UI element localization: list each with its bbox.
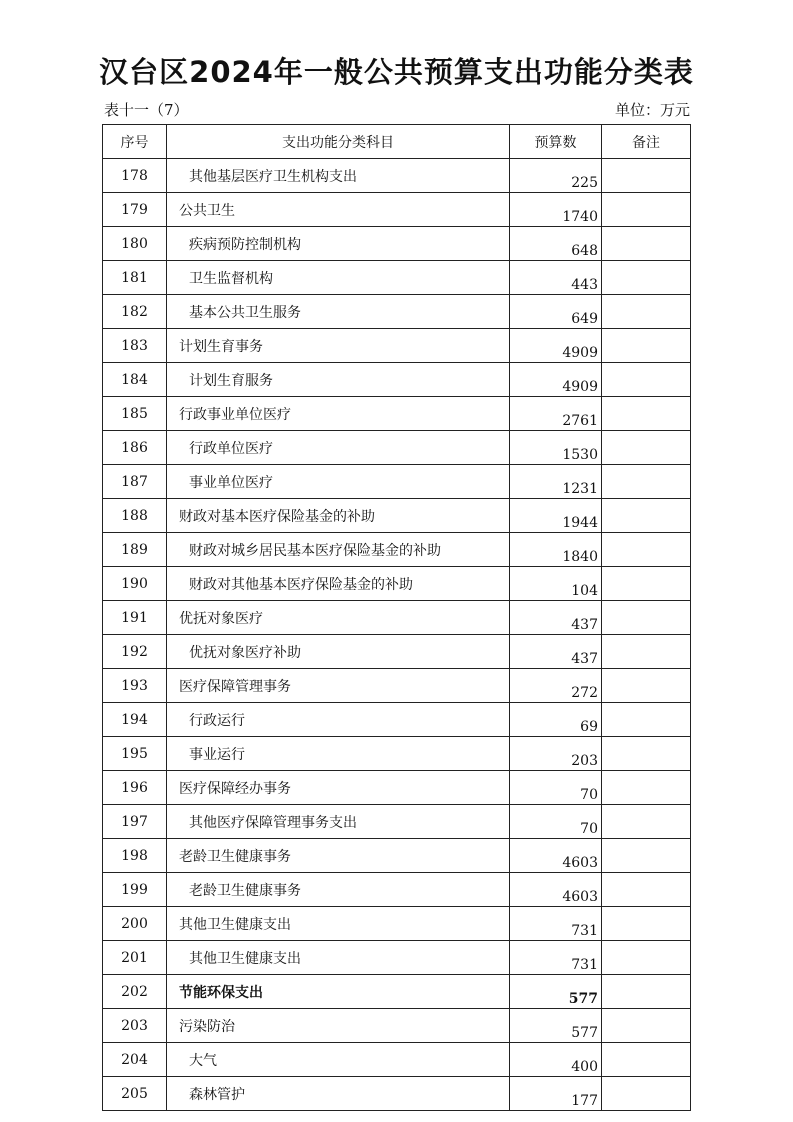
row-serial: 193 xyxy=(103,669,167,703)
row-serial: 187 xyxy=(103,465,167,499)
row-amount: 203 xyxy=(510,737,602,771)
row-serial: 195 xyxy=(103,737,167,771)
row-note xyxy=(602,805,691,839)
row-category: 其他基层医疗卫生机构支出 xyxy=(167,159,510,193)
row-serial: 204 xyxy=(103,1043,167,1077)
table-row xyxy=(103,261,691,295)
table-row xyxy=(103,737,691,771)
header-category: 支出功能分类科目 xyxy=(167,125,510,159)
table-body xyxy=(103,159,691,1111)
header-amount: 预算数 xyxy=(510,125,602,159)
table-row xyxy=(103,397,691,431)
row-amount: 69 xyxy=(510,703,602,737)
row-amount: 1530 xyxy=(510,431,602,465)
row-serial: 202 xyxy=(103,975,167,1009)
row-category: 其他卫生健康支出 xyxy=(167,907,510,941)
row-serial: 185 xyxy=(103,397,167,431)
row-category: 卫生监督机构 xyxy=(167,261,510,295)
row-note xyxy=(602,1043,691,1077)
table-row xyxy=(103,771,691,805)
table-row xyxy=(103,363,691,397)
row-amount: 577 xyxy=(510,1009,602,1043)
row-category: 财政对其他基本医疗保险基金的补助 xyxy=(167,567,510,601)
table-row xyxy=(103,159,691,193)
table-row xyxy=(103,669,691,703)
row-serial: 197 xyxy=(103,805,167,839)
row-note xyxy=(602,397,691,431)
table-row xyxy=(103,499,691,533)
row-amount: 272 xyxy=(510,669,602,703)
row-note xyxy=(602,669,691,703)
row-category: 医疗保障管理事务 xyxy=(167,669,510,703)
table-row xyxy=(103,601,691,635)
row-serial: 194 xyxy=(103,703,167,737)
table-row xyxy=(103,1077,691,1111)
row-note xyxy=(602,907,691,941)
header-serial: 序号 xyxy=(103,125,167,159)
row-note xyxy=(602,363,691,397)
row-amount: 4603 xyxy=(510,839,602,873)
row-note xyxy=(602,941,691,975)
row-category: 节能环保支出 xyxy=(167,975,510,1009)
row-serial: 181 xyxy=(103,261,167,295)
table-row xyxy=(103,193,691,227)
page-title: 汉台区2024年一般公共预算支出功能分类表 xyxy=(99,55,694,89)
table-row xyxy=(103,907,691,941)
row-category: 老龄卫生健康事务 xyxy=(167,873,510,907)
row-category: 优抚对象医疗 xyxy=(167,601,510,635)
row-note xyxy=(602,261,691,295)
row-serial: 201 xyxy=(103,941,167,975)
row-category: 其他卫生健康支出 xyxy=(167,941,510,975)
row-category: 老龄卫生健康事务 xyxy=(167,839,510,873)
row-serial: 200 xyxy=(103,907,167,941)
row-amount: 648 xyxy=(510,227,602,261)
row-amount: 70 xyxy=(510,805,602,839)
row-amount: 104 xyxy=(510,567,602,601)
row-note xyxy=(602,329,691,363)
budget-table xyxy=(102,124,691,1111)
row-serial: 191 xyxy=(103,601,167,635)
row-amount: 1944 xyxy=(510,499,602,533)
table-row xyxy=(103,295,691,329)
row-note xyxy=(602,567,691,601)
row-serial: 196 xyxy=(103,771,167,805)
row-note xyxy=(602,431,691,465)
unit-label: 单位：万元 xyxy=(614,101,690,119)
row-category: 财政对基本医疗保险基金的补助 xyxy=(167,499,510,533)
row-category: 森林管护 xyxy=(167,1077,510,1111)
row-amount: 437 xyxy=(510,601,602,635)
row-amount: 649 xyxy=(510,295,602,329)
row-note xyxy=(602,601,691,635)
row-note xyxy=(602,465,691,499)
table-row xyxy=(103,635,691,669)
row-category: 事业单位医疗 xyxy=(167,465,510,499)
row-serial: 189 xyxy=(103,533,167,567)
row-amount: 225 xyxy=(510,159,602,193)
table-row xyxy=(103,703,691,737)
table-row xyxy=(103,1043,691,1077)
row-amount: 1740 xyxy=(510,193,602,227)
row-category: 污染防治 xyxy=(167,1009,510,1043)
table-row xyxy=(103,533,691,567)
table-row xyxy=(103,567,691,601)
row-amount: 2761 xyxy=(510,397,602,431)
row-amount: 1840 xyxy=(510,533,602,567)
row-category: 行政单位医疗 xyxy=(167,431,510,465)
row-serial: 190 xyxy=(103,567,167,601)
row-amount: 577 xyxy=(510,975,602,1009)
row-serial: 198 xyxy=(103,839,167,873)
row-category: 行政运行 xyxy=(167,703,510,737)
table-row xyxy=(103,975,691,1009)
row-amount: 731 xyxy=(510,907,602,941)
row-serial: 183 xyxy=(103,329,167,363)
row-amount: 4909 xyxy=(510,329,602,363)
row-category: 基本公共卫生服务 xyxy=(167,295,510,329)
row-category: 计划生育服务 xyxy=(167,363,510,397)
header-note: 备注 xyxy=(602,125,691,159)
row-serial: 179 xyxy=(103,193,167,227)
row-serial: 205 xyxy=(103,1077,167,1111)
row-note xyxy=(602,737,691,771)
table-row xyxy=(103,227,691,261)
row-amount: 70 xyxy=(510,771,602,805)
row-category: 财政对城乡居民基本医疗保险基金的补助 xyxy=(167,533,510,567)
table-row xyxy=(103,431,691,465)
row-amount: 400 xyxy=(510,1043,602,1077)
row-amount: 4603 xyxy=(510,873,602,907)
row-note xyxy=(602,193,691,227)
row-note xyxy=(602,873,691,907)
row-category: 事业运行 xyxy=(167,737,510,771)
row-note xyxy=(602,295,691,329)
row-amount: 177 xyxy=(510,1077,602,1111)
row-note xyxy=(602,975,691,1009)
row-note xyxy=(602,1077,691,1111)
row-note xyxy=(602,771,691,805)
table-row xyxy=(103,465,691,499)
row-serial: 182 xyxy=(103,295,167,329)
row-note xyxy=(602,499,691,533)
row-serial: 203 xyxy=(103,1009,167,1043)
row-category: 计划生育事务 xyxy=(167,329,510,363)
row-amount: 443 xyxy=(510,261,602,295)
row-amount: 1231 xyxy=(510,465,602,499)
table-header-row xyxy=(103,125,691,159)
row-serial: 192 xyxy=(103,635,167,669)
table-row xyxy=(103,805,691,839)
row-category: 优抚对象医疗补助 xyxy=(167,635,510,669)
row-note xyxy=(602,1009,691,1043)
row-serial: 188 xyxy=(103,499,167,533)
row-note xyxy=(602,533,691,567)
row-note xyxy=(602,227,691,261)
table-row xyxy=(103,839,691,873)
row-note xyxy=(602,703,691,737)
row-amount: 437 xyxy=(510,635,602,669)
table-number: 表十一（7） xyxy=(104,101,189,119)
row-category: 疾病预防控制机构 xyxy=(167,227,510,261)
row-serial: 186 xyxy=(103,431,167,465)
table-row xyxy=(103,873,691,907)
row-category: 行政事业单位医疗 xyxy=(167,397,510,431)
row-amount: 4909 xyxy=(510,363,602,397)
row-category: 公共卫生 xyxy=(167,193,510,227)
row-category: 医疗保障经办事务 xyxy=(167,771,510,805)
row-serial: 178 xyxy=(103,159,167,193)
row-category: 大气 xyxy=(167,1043,510,1077)
row-note xyxy=(602,635,691,669)
row-serial: 184 xyxy=(103,363,167,397)
row-serial: 199 xyxy=(103,873,167,907)
table-row xyxy=(103,941,691,975)
row-note xyxy=(602,159,691,193)
row-category: 其他医疗保障管理事务支出 xyxy=(167,805,510,839)
table-row xyxy=(103,329,691,363)
row-amount: 731 xyxy=(510,941,602,975)
table-row xyxy=(103,1009,691,1043)
row-serial: 180 xyxy=(103,227,167,261)
row-note xyxy=(602,839,691,873)
